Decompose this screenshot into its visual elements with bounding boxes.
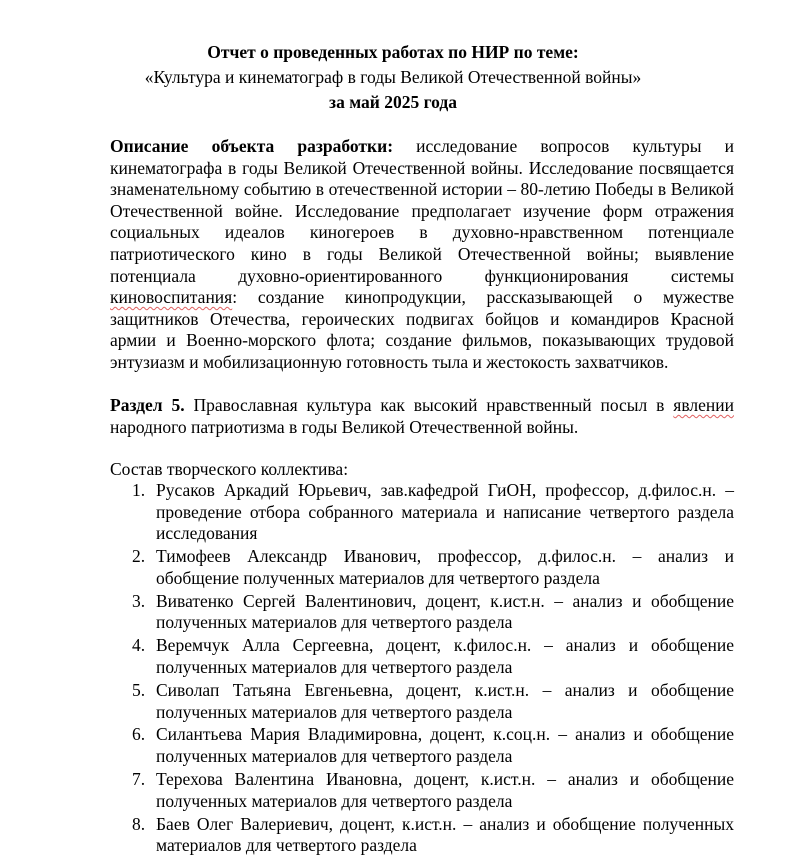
list-item bbox=[132, 546, 734, 589]
report-title: Отчет о проведенных работах по НИР по теме: bbox=[207, 42, 579, 62]
list-item-text: Тимофеев Александр Иванович, профессор, д.филос.н. – анализ и обобщение полученных материалов для четвертого раздела bbox=[156, 546, 734, 588]
list-item bbox=[132, 814, 734, 857]
section-text-part2: народного патриотизма в годы Великой Отечественной войны. bbox=[110, 416, 579, 437]
list-item-text: Сиволап Татьяна Евгеньевна, доцент, к.ист.н. – анализ и обобщение полученных материалов для четвертого раздела bbox=[156, 679, 734, 722]
list-item-number: 7. bbox=[132, 769, 146, 790]
list-item-number: 8. bbox=[132, 813, 146, 834]
object-description-paragraph bbox=[110, 136, 734, 374]
section-text-part1: Православная культура как высокий нравственный посыл в bbox=[184, 395, 674, 415]
section-flagged-word: явлении bbox=[673, 395, 734, 415]
list-item bbox=[132, 480, 734, 545]
list-item-number: 3. bbox=[132, 590, 146, 611]
section-paragraph bbox=[110, 395, 734, 438]
report-period: за май 2025 года bbox=[329, 92, 457, 112]
list-item-number: 6. bbox=[132, 724, 146, 745]
section-label: Раздел 5. bbox=[110, 395, 185, 415]
object-description-text-part2: : создание кинопродукции, рассказывающей о мужестве защитников Отечества, героических подвигах бойцов и командиров Красной армии и Военно-морского флота; создание фильмов, показывающих трудовой энтузиазм и мобилизационную готовность тыла и жестокость захватчиков. bbox=[110, 287, 734, 372]
team-heading: Состав творческого коллектива: bbox=[110, 459, 349, 479]
list-item-text: Виватенко Сергей Валентинович, доцент, к.ист.н. – анализ и обобщение полученных материалов для четвертого раздела bbox=[156, 590, 734, 633]
list-item-text: Силантьева Мария Владимировна, доцент, к.соц.н. – анализ и обобщение полученных материалов для четвертого раздела bbox=[156, 724, 734, 767]
object-description-flagged-word: киновоспитания bbox=[110, 287, 233, 308]
team-member-list bbox=[132, 480, 734, 858]
list-item bbox=[132, 635, 734, 678]
list-item bbox=[132, 591, 734, 634]
list-item-text: Баев Олег Валериевич, доцент, к.ист.н. – анализ и обобщение полученных материалов для четвертого раздела bbox=[156, 813, 734, 856]
list-item-text: Русаков Аркадий Юрьевич, зав.кафедрой ГиОН, профессор, д.филос.н. – проведение отбора собранного материала и написание четвертого раздела исследования bbox=[156, 480, 734, 544]
list-item-number: 4. bbox=[132, 635, 146, 656]
list-item-number: 1. bbox=[132, 480, 146, 500]
list-item bbox=[132, 680, 734, 723]
object-description-text-part1: исследование вопросов культуры и кинематографа в годы Великой Отечественной войны. Исследование посвящается знаменательному событию в отечественной истории – 80-летию Победы в Великой Отечественной войне. Исследование предполагает изучение форм отражения социальных идеалов киногероев в духовно-нравственном потенциале патриотического кино в годы Великой Отечественной войны; выявление потенциала духовно-ориентированного функционирования системы bbox=[110, 136, 735, 286]
list-item-text: Веремчук Алла Сергеевна, доцент, к.филос.н. – анализ и обобщение полученных материалов для четвертого раздела bbox=[156, 635, 734, 677]
list-item-text: Терехова Валентина Ивановна, доцент, к.ист.н. – анализ и обобщение полученных материалов для четвертого раздела bbox=[156, 769, 734, 811]
list-item-number: 5. bbox=[132, 679, 146, 700]
list-item bbox=[132, 769, 734, 812]
list-item-number: 2. bbox=[132, 546, 146, 567]
list-item bbox=[132, 724, 734, 767]
report-topic: «Культура и кинематограф в годы Великой Отечественной войны» bbox=[144, 67, 642, 87]
object-description-label: Описание объекта разработки: bbox=[110, 136, 394, 156]
